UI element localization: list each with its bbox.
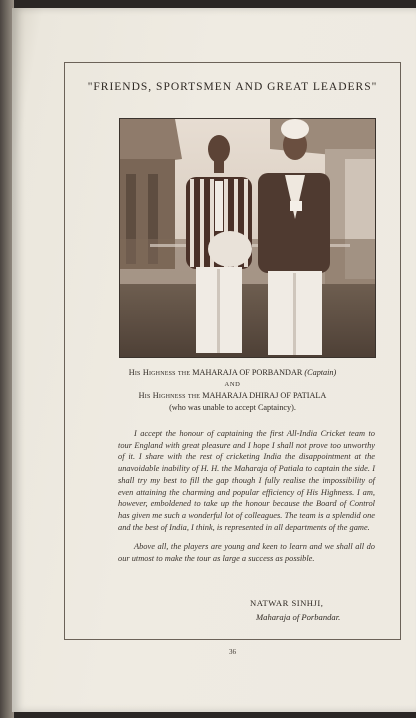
letter-paragraph-2: Above all, the players are young and keen to learn and we shall all do our utmost to make the tour as large a success as possible. — [118, 542, 375, 564]
page-heading: "FRIENDS, SPORTSMEN AND GREAT LEADERS" — [87, 81, 378, 93]
letter-body — [118, 428, 375, 565]
caption-line3: (who was unable to accept Captaincy). — [169, 402, 296, 412]
caption-line1-suffix: (Captain) — [304, 368, 337, 377]
letter-paragraph-1: I accept the honour of captaining the first All-India Cricket team to tour England with great pleasure and I hope I shall not prove too unworthy of it. I share with the rest of cricketing India the disappointment at the unavoidable inability of H. H. the Maharaja of Patiala to captain the side. I shall try my best to fill the gap though I fully realise the impossibility of even attaining the charming and popular efficiency of His Highness. I am, however, emboldened to take up the honour because the Board of Control has given me such a wonderful lot of colleagues. The team is a splendid one and the best of India, I think, is represented in all departments of the game. — [118, 429, 375, 532]
portrait-photograph — [119, 118, 376, 358]
caption-line1-name: MAHARAJA OF PORBANDAR — [192, 368, 303, 377]
caption-connector: AND — [224, 380, 241, 388]
signature-name: NATWAR SINHJI, — [250, 598, 324, 608]
photo-illustration — [120, 119, 375, 357]
photo-caption — [64, 367, 401, 413]
signature-block — [250, 596, 370, 624]
caption-line2-prefix: His Highness the — [138, 391, 201, 400]
signature-title: Maharaja of Porbandar. — [256, 612, 341, 622]
caption-line2-name: MAHARAJA DHIRAJ OF PATIALA — [202, 391, 327, 400]
caption-line1-prefix: His Highness the — [128, 368, 191, 377]
page-number: 36 — [229, 648, 236, 656]
